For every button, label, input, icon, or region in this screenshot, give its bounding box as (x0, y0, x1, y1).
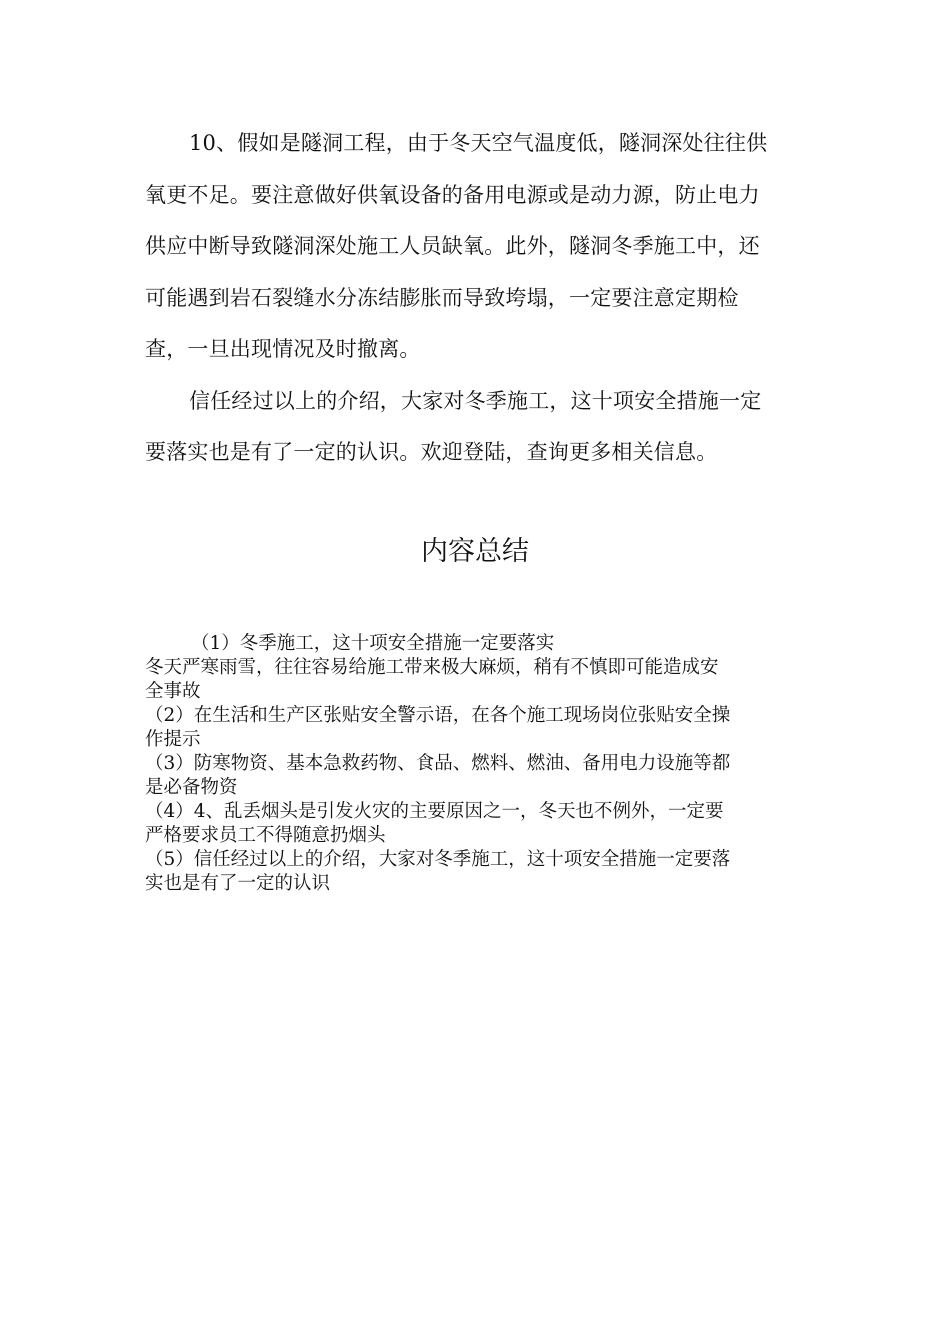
summary-list (145, 632, 825, 896)
paragraph-line: 氧更不足。要注意做好供氧设备的备用电源或是动力源，防止电力 (145, 182, 760, 207)
summary-line: （2）在生活和生产区张贴安全警示语，在各个施工现场岗位张贴安全操 (145, 705, 731, 726)
paragraph-line: 查，一旦出现情况及时撤离。 (145, 337, 421, 361)
summary-heading: 内容总结 (421, 536, 529, 567)
paragraph-line: 供应中断导致隧洞深处施工人员缺氧。此外，隧洞冬季施工中，还 (145, 234, 760, 258)
paragraph-conclusion (145, 376, 805, 479)
paragraph-line: 要落实也是有了一定的认识。欢迎登陆，查询更多相关信息。 (145, 440, 718, 464)
summary-line: （3）防寒物资、基本急救药物、食品、燃料、燃油、备用电力设施等都 (145, 753, 731, 774)
summary-line: （4）4、乱丢烟头是引发火灾的主要原因之一，冬天也不例外，一定要 (145, 801, 724, 822)
summary-line: （5）信任经过以上的介绍，大家对冬季施工，这十项安全措施一定要落 (145, 849, 731, 870)
paragraph-line: 10、假如是隧洞工程，由于冬天空气温度低，隧洞深处往往供 (189, 131, 768, 155)
paragraph-tunnel-oxygen (145, 118, 805, 376)
summary-line: 全事故 (145, 681, 201, 702)
summary-line: 严格要求员工不得随意扔烟头 (145, 825, 386, 846)
summary-line: 作提示 (145, 729, 201, 750)
body-text (145, 118, 805, 479)
summary-line: 是必备物资 (145, 777, 238, 798)
paragraph-line: 信任经过以上的介绍，大家对冬季施工，这十项安全措施一定 (189, 388, 762, 413)
summary-line: （1）冬季施工，这十项安全措施一定要落实 (191, 633, 555, 654)
paragraph-line: 可能遇到岩石裂缝水分冻结膨胀而导致垮塌，一定要注意定期检 (145, 285, 739, 310)
summary-line: 冬天严寒雨雪，往往容易给施工带来极大麻烦，稍有不慎即可能造成安 (145, 657, 719, 678)
summary-line: 实也是有了一定的认识 (145, 873, 331, 894)
